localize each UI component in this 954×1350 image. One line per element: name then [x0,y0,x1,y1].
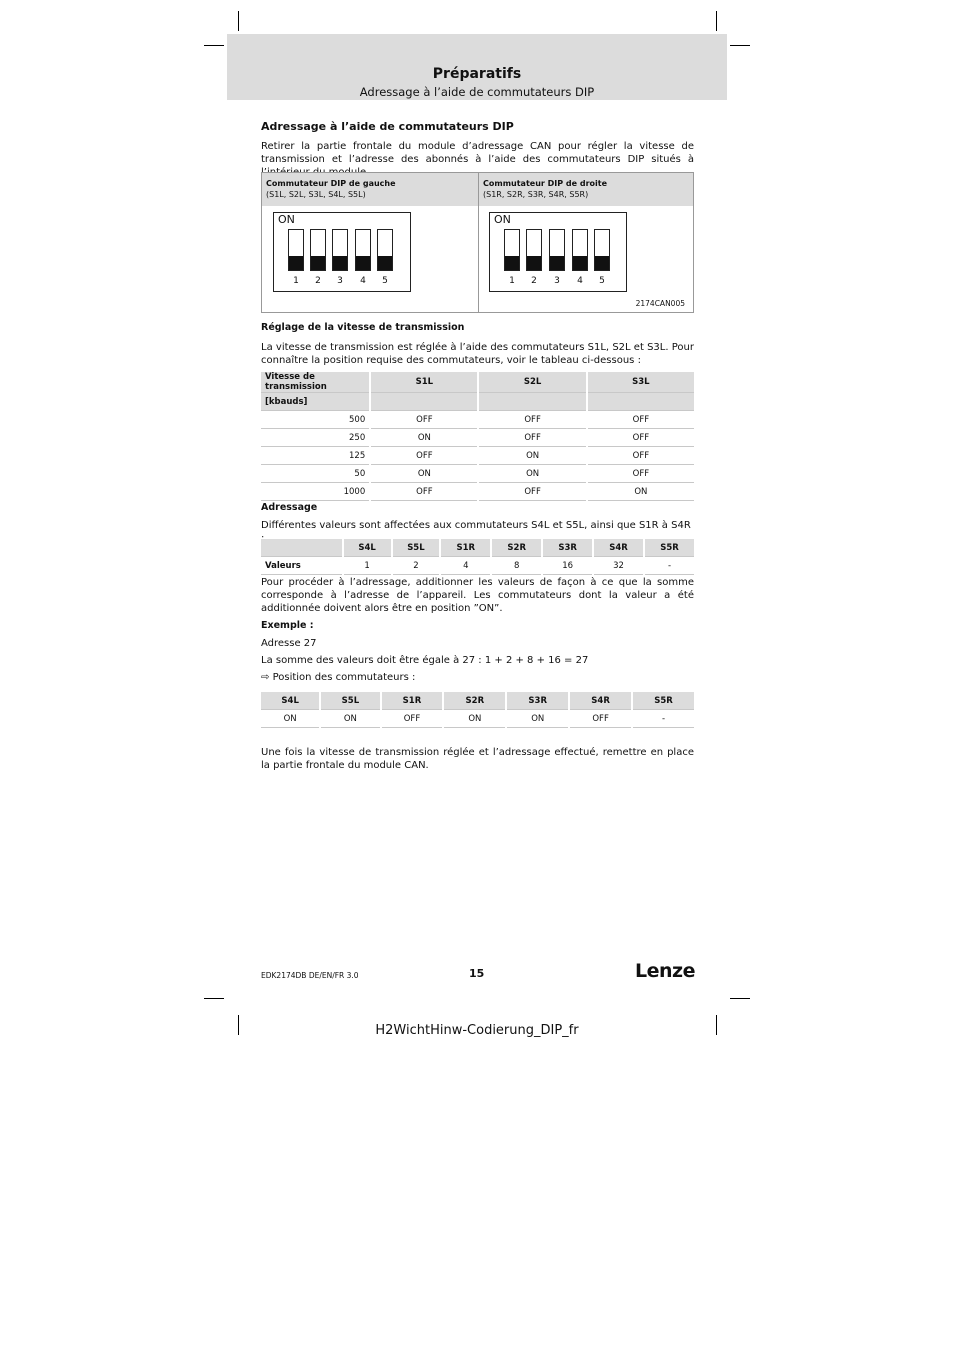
dip-number: 5 [599,276,605,286]
arrow-icon: ⇨ [261,672,270,683]
dip-number: 1 [509,276,515,286]
table-cell: OFF [479,429,585,447]
table-row [261,710,694,728]
table-cell: ON [321,710,379,728]
dip-switch-left [273,212,411,292]
table-cell: OFF [371,447,477,465]
example-position [261,671,694,684]
table-cell: OFF [588,465,694,483]
table-cell: OFF [588,411,694,429]
table-cell: - [645,557,694,575]
table-cell: OFF [570,710,631,728]
table-cell: OFF [588,429,694,447]
crop-mark [730,45,750,46]
dip-lever [355,229,371,271]
table-cell: OFF [479,411,585,429]
table-cell: OFF [371,411,477,429]
dip-lever [332,229,348,271]
table-cell: ON [261,710,319,728]
section-title: Adressage à l’aide de commutateurs DIP [261,120,514,133]
table-cell: ON [507,710,568,728]
figure-code: 2174CAN005 [635,299,685,308]
table-cell: 16 [543,557,592,575]
table-cell: OFF [588,447,694,465]
row-label: Valeurs [261,557,342,575]
dip-lever [377,229,393,271]
dip-right-title: Commutateur DIP de droite [483,179,607,188]
empty-head [371,393,477,411]
dip-number: 3 [554,276,560,286]
baud-value: 125 [261,447,369,465]
table-cell: OFF [479,483,585,501]
table-row [261,411,694,429]
switch-col-head: S2R [492,539,541,557]
dip-number: 2 [531,276,537,286]
table-cell: ON [479,465,585,483]
header-band [227,34,727,100]
dip-right-subtitle: (S1R, S2R, S3R, S4R, S5R) [483,190,589,199]
dip-switch-right [489,212,627,292]
dip-lever [594,229,610,271]
table-row [261,557,694,575]
switch-col-head: S5R [645,539,694,557]
switch-col-head: S1R [441,539,490,557]
table-cell: 1 [344,557,391,575]
dip-lever [572,229,588,271]
crop-mark [716,11,717,31]
dip-lever [504,229,520,271]
switch-col-head: S5L [321,692,379,710]
table-cell: - [633,710,694,728]
dip-right-header [479,173,693,206]
baud-col-head: S2L [479,372,585,393]
page-title: Préparatifs [432,66,522,82]
table-cell: 2 [393,557,440,575]
example-position-label: Position des commutateurs : [272,672,416,683]
table-row [261,465,694,483]
crop-mark [238,11,239,31]
address-text: Différentes valeurs sont affectées aux commutateurs S4L et S5L, ainsi que S1R à S4R [261,520,691,531]
dip-lever [288,229,304,271]
table-cell: ON [588,483,694,501]
dip-lever [310,229,326,271]
switch-col-head: S2R [444,692,505,710]
brand-logo: Lenze [635,960,695,982]
baud-value: 50 [261,465,369,483]
address-title: Adressage [261,502,318,513]
crop-mark [730,998,750,999]
dip-number: 3 [337,276,343,286]
intro-text: Retirer la partie frontale du module d’adressage CAN pour régler la vitesse de transmission et l’adresse des abonnés à l’aide des commutateurs DIP situés à [261,141,694,165]
baud-col-head: S1L [371,372,477,393]
switch-col-head: S4R [594,539,643,557]
closing-text: Une fois la vitesse de transmission réglée et l’adressage effectué, remettre en place la partie frontale du module CAN. [261,747,694,771]
switch-col-head: S4L [344,539,391,557]
dip-number: 2 [315,276,321,286]
dip-lever [549,229,565,271]
switch-col-head: S4L [261,692,319,710]
dip-on-label: ON [494,213,511,226]
baud-value: 500 [261,411,369,429]
baud-title: Réglage de la vitesse de transmission [261,322,465,333]
dip-number: 5 [382,276,388,286]
baud-table [259,372,696,501]
dip-on-label: ON [278,213,295,226]
table-cell: ON [371,429,477,447]
dip-left-title: Commutateur DIP de gauche [266,179,396,188]
empty-head [261,539,342,557]
values-table [259,539,696,575]
dip-divider [478,173,479,312]
baud-col-head: S3L [588,372,694,393]
table-cell: OFF [371,483,477,501]
example-address: Adresse 27 [261,638,317,649]
table-cell: 8 [492,557,541,575]
example-sum: La somme des valeurs doit être égale à 27 : 1 + 2 + 8 + 16 = 27 [261,655,589,666]
switch-col-head: S4R [570,692,631,710]
table-cell: OFF [382,710,443,728]
empty-head [588,393,694,411]
dip-left-header [262,173,478,206]
dip-left-subtitle: (S1L, S2L, S3L, S4L, S5L) [266,190,366,199]
baud-text: La vitesse de transmission est réglée à l’aide des commutateurs S1L, S2L et S3L. Pour connaître la position requise des commutateurs, voir le tableau ci-dessous : [261,342,694,366]
switch-col-head: S1R [382,692,443,710]
switch-col-head: S3R [507,692,568,710]
doc-reference: EDK2174DB DE/EN/FR 3.0 [261,971,359,980]
empty-head [479,393,585,411]
dip-lever [526,229,542,271]
procedure-text: Pour procéder à l’adressage, additionner les valeurs de façon à ce que la somme corresponde à l’adresse de l’appareil. Les commutateurs dont la valeur a été additionnée doivent alors être en position ”ON”. [261,577,694,614]
baud-unit: [kbauds] [261,393,369,411]
switch-col-head: S5L [393,539,440,557]
table-cell: ON [479,447,585,465]
table-cell: 4 [441,557,490,575]
crop-mark [204,998,224,999]
table-row [261,429,694,447]
crop-mark [204,45,224,46]
dip-number: 1 [293,276,299,286]
dip-number: 4 [360,276,366,286]
baud-head: Vitesse de transmission [261,372,369,393]
table-cell: 32 [594,557,643,575]
baud-value: 250 [261,429,369,447]
page-number: 15 [469,967,485,980]
dip-figure [261,172,694,313]
position-table [259,692,696,728]
file-label: H2WichtHinw-Codierung_DIP_fr [375,1023,579,1038]
table-row [261,483,694,501]
baud-value: 1000 [261,483,369,501]
switch-col-head: S3R [543,539,592,557]
page-subtitle: Adressage à l’aide de commutateurs DIP [359,85,595,99]
table-cell: ON [371,465,477,483]
switch-col-head: S5R [633,692,694,710]
table-cell: ON [444,710,505,728]
table-row [261,447,694,465]
dip-number: 4 [577,276,583,286]
example-title: Exemple : [261,620,314,631]
